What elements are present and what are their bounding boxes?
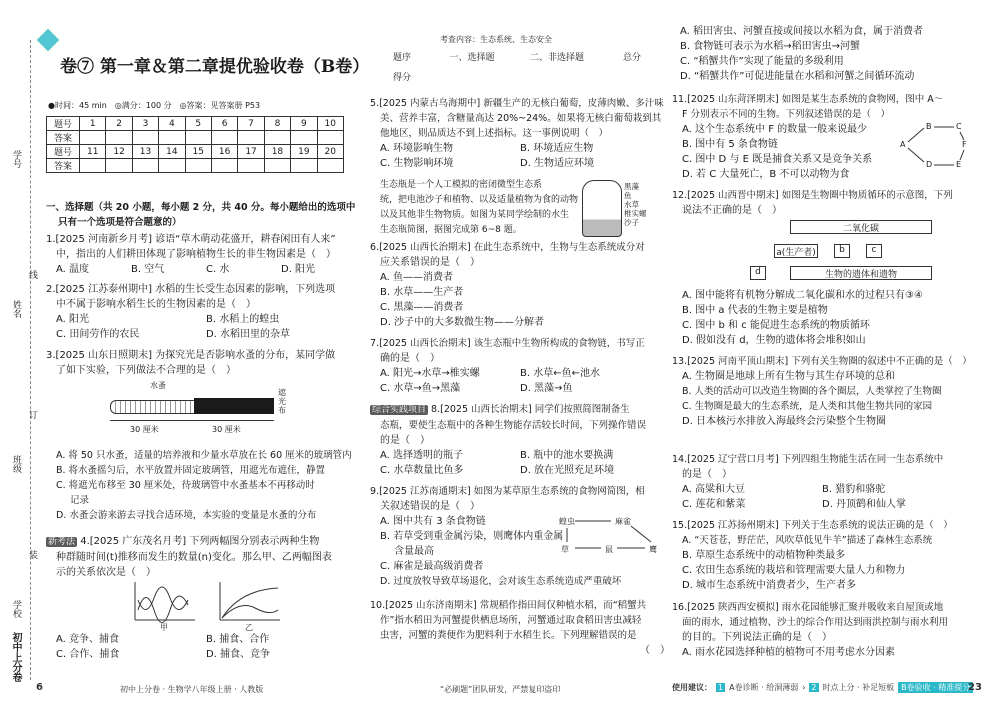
grid-label: 答案 — [47, 159, 80, 173]
question-1: 1.[2025 河南新乡月考] 谚语“草木萌动花盛开，耕春闲田有人来” 中，指出的人们耕田体现了影响植物生长的非生物因素是（ ） A. 温度 B. 空气 C. 水 D. 阳光 — [46, 232, 356, 277]
paper-number: 卷⑦ — [60, 57, 94, 77]
option[interactable]: B. 水草——生产者 — [380, 287, 464, 298]
option[interactable]: C. 生物圈是最大的生态系统，是人类和其他生物共同的家园 — [682, 401, 933, 412]
option[interactable]: B. 猎豹和骆驼 — [822, 484, 886, 495]
class-label: 班级 — [11, 455, 21, 473]
option[interactable]: C. 水草数量比鱼多 — [380, 465, 464, 476]
grid-label: 题号 — [47, 145, 80, 159]
page-number-left: 6 — [36, 682, 43, 693]
option[interactable]: A. “天苍苍，野茫茫，风吹草低见牛羊”描述了森林生态系统 — [682, 535, 933, 546]
question-14: 14.[2025 辽宁营口月考] 下列四组生物能生活在同一生态系统中 的是（ ） A. 高粱和大豆 B. 猎豹和骆驼 C. 莲花和紫菜 D. 丹顶鹤和仙人掌 — [672, 454, 944, 510]
answer-cell[interactable] — [80, 131, 106, 145]
food-web-diagram-11: A B C D E F — [900, 122, 967, 169]
cut-line-label: 装 — [27, 550, 37, 559]
question-5: 5.[2025 内蒙古乌海期中] 新疆生产的无核白葡萄，皮薄肉嫩、多汁味 美、营养丰富，含糖量高达 20%~24%。如果将无核白葡萄栽到其 他地区，则品质达不到上述指标。这一事例说明（ ） A. 环境影响生物 B. 环境适应生物 C. 生物影响环境 D. 生物适应环境 — [370, 98, 664, 169]
answer-grid: 题号 1 2 3 4 5 6 7 8 9 10 答案 题号 11 12 13 14 15 16 17 18 19 20 答案 — [46, 116, 344, 173]
question-9: 9.[2025 江苏南通期末] 如图为某草原生态系统的食物网简图，相 关叙述错误的是（ ） A. 图中共有 3 条食物链 B. 若草受到重金属污染，则鹰体内重金属 含量最高 C. 麻雀是最高级消费者 D. 过度放牧导致草场退化，会对该生态系统造成严重破坏 — [370, 484, 670, 589]
question-13: 13.[2025 河南平顶山期末] 下列有关生物圈的叙述中不正确的是（ ） A. 生物圈是地球上所有生物与其生存环境的总和 B. 人类的活动可以改造生物圈的各个圈层，人类掌控了生物圈 C. 生物圈是最大的生态系统，是人类和其他生物共同的家园 D. 日本核污水排放入海最终会污染整个生物圈 — [672, 354, 982, 429]
length-label: 30 厘米 — [212, 425, 241, 434]
question-10-options — [680, 24, 980, 84]
option[interactable]: D. 生物适应环境 — [520, 158, 595, 169]
option[interactable]: B. 捕食、合作 — [206, 634, 270, 645]
binding-margin — [0, 0, 40, 708]
page-number-right: 23 — [968, 682, 982, 693]
b-box: b — [834, 244, 850, 258]
score-table: 题序 一、选择题 二、非选择题 总分 得分 — [392, 52, 641, 83]
carbon-cycle-diagram — [740, 218, 940, 284]
question-3-options: A. 将 50 只水蚤，适量的培养液和少量水草放在长 60 厘米的玻璃管内 B. 将水蚤摇匀后，水平放置并固定玻璃管，用遮光布遮住，静置 C. 将遮光布移至 30 厘米处，待玻璃管中水蚤基本不再移动时 记录 D. 水蚤会游来游去寻找合适环境，本实验的变量是水蚤的分布 — [56, 448, 356, 523]
cover-label: 遮光布 — [278, 388, 286, 415]
footer-center: “必刷题”团队研发，严禁复印盗印 — [440, 685, 561, 694]
option[interactable]: B. 食物链可表示为水稻→稻田害虫→河蟹 — [680, 41, 860, 52]
option[interactable]: D. 阳光 — [281, 264, 316, 275]
option[interactable]: C. 将遮光布移至 30 厘米处，待玻璃管中水蚤基本不再移动时 — [56, 480, 315, 491]
question-8: 综合实践项目 8.[2025 山西长治期末] 同学们按照简图制备生 态瓶，要使生态瓶中的各种生物能存活较长时间，下列操作错误 的是（ ） A. 选择透明的瓶子 B. 瓶中的池水要换满 C. 水草数量比鱼多 D. 放在光照充足环境 — [372, 404, 647, 476]
option[interactable]: D. 捕食、竞争 — [206, 649, 271, 660]
option[interactable]: A. 环境影响生物 — [380, 143, 454, 154]
exam-info: ●时间：45 min ◎满分：100 分 ◎答案：见答案册 P53 — [48, 101, 261, 110]
option[interactable]: A. 高粱和大豆 — [682, 484, 746, 495]
option[interactable]: D. 放在光照充足环境 — [520, 465, 615, 476]
length-label: 30 厘米 — [130, 425, 159, 434]
option[interactable]: A. 竞争、捕食 — [56, 634, 120, 645]
new-method-badge: 新考法 — [48, 537, 76, 547]
option[interactable]: B. 图中有 5 条食物链 — [682, 139, 778, 150]
c-box: c — [866, 244, 882, 258]
option[interactable]: C. 生物影响环境 — [380, 158, 454, 169]
option[interactable]: C. 图中 D 与 E 既是捕食关系又是竞争关系 — [682, 154, 873, 165]
question-10: 10.[2025 山东济南期末] 常规稻作指田间仅种植水稻，而“稻蟹共 作”指水稻田为河蟹提供栖息场所，河蟹通过取食稻田害虫减轻 虫害，河蟹的粪便作为肥料利于水稻生长。下列理解错误的是 （ ） — [370, 600, 670, 656]
option[interactable]: D. “稻蟹共作”可促进能量在水稻和河蟹之间循环流动 — [680, 71, 915, 82]
option[interactable]: B. 将水蚤摇匀后，水平放置并固定玻璃管，用遮光布遮住，静置 — [56, 465, 326, 476]
option[interactable]: B. 水草←鱼←池水 — [520, 368, 600, 379]
question-12-options — [682, 288, 982, 348]
question-11: 11.[2025 山东菏泽期末] 如图是某生态系统的食物网，图中 A～ F 分别表示不同的生物。下列叙述错误的是（ ） A. 这个生态系统中 F 的数量一般来说最少 B. 图中有 5 条食物链 C. 图中 D 与 E 既是捕食关系又是竞争关系 D. 若 C 大量死亡，B 不可以动物为食 — [672, 92, 982, 182]
practice-badge: 综合实践项目 — [372, 405, 427, 415]
option[interactable]: D. 沙子中的大多数微生物——分解者 — [380, 317, 545, 328]
footer-usage: 使用建议： 1 A卷诊断 · 给洞薄弱 › 2 时点上分 · 补足短板 B卷验收 · 精准提分 — [672, 682, 973, 693]
option[interactable]: A. 阳光 — [56, 314, 90, 325]
option[interactable]: C. 农田生态系统的栽培和管理需要大量人力和物力 — [682, 565, 906, 576]
option[interactable]: A. 选择透明的瓶子 — [380, 450, 464, 461]
option[interactable]: A. 阳光→水草→椎实螺 — [380, 368, 480, 379]
grid-label: 题号 — [47, 117, 80, 131]
option[interactable]: C. 合作、捕食 — [56, 649, 120, 660]
food-web-diagram: 蝗虫 麻雀 草 鼠 鹰 — [559, 517, 657, 554]
section-heading: 一、选择题（共 20 小题，每小题 2 分，共 40 分。每小题给出的选项中 只有一个选项是符合题意的） — [46, 202, 356, 228]
cut-line-label: 订 — [27, 410, 37, 419]
option[interactable]: C. 黑藻——消费者 — [380, 302, 464, 313]
question-15: 15.[2025 江苏扬州期末] 下列关于生态系统的说法正确的是（ ） A. “天苍苍，野茫茫，风吹草低见牛羊”描述了森林生态系统 B. 草原生态系统中的动植物种类最多 C. 农田生态系统的栽培和管理需要大量人力和物力 D. 城市生态系统中消费者少，生产者多 — [672, 518, 982, 593]
page-title — [60, 52, 369, 77]
population-graphs — [130, 580, 290, 630]
brand-logo: 初中上分卷 — [10, 632, 21, 682]
option[interactable]: C. “稻蟹共作”实现了能量的多级利用 — [680, 56, 844, 67]
footer-left: 初中上分卷 · 生物学八年级上册 · 人教版 — [120, 685, 264, 694]
option[interactable]: D. 若 C 大量死亡，B 不可以动物为食 — [682, 169, 850, 180]
option[interactable]: A. 温度 — [56, 264, 90, 275]
option[interactable]: D. 水蚤会游来游去寻找合适环境，本实验的变量是水蚤的分布 — [56, 510, 317, 521]
option[interactable]: A. 稻田害虫、河蟹直接或间接以水稻为食，属于消费者 — [680, 26, 924, 37]
option[interactable]: B. 人类的活动可以改造生物圈的各个圈层，人类掌控了生物圈 — [682, 386, 942, 397]
remains-box: 生物的遗体和遗物 — [790, 266, 932, 280]
option[interactable]: B. 若草受到重金属污染，则鹰体内重金属 — [380, 531, 564, 542]
exam-points: 考查内容：生态系统、生态安全 — [440, 35, 552, 44]
tube-diagram — [100, 378, 300, 448]
flea-label: 水蚤 — [150, 381, 166, 390]
option[interactable]: B. 环境适应生物 — [520, 143, 594, 154]
option[interactable]: D. 丹顶鹤和仙人掌 — [822, 499, 907, 510]
option[interactable]: A. 生物圈是地球上所有生物与其生存环境的总和 — [682, 371, 896, 382]
paper-title: 第一章＆第二章提优验收卷（B卷） — [99, 57, 370, 77]
option[interactable]: C. 田间劳作的农民 — [56, 329, 140, 340]
option[interactable]: A. 将 50 只水蚤，适量的培养液和少量水草放在长 60 厘米的玻璃管内 — [56, 450, 352, 461]
cover-cloth — [194, 398, 274, 414]
graph-label-yi: 乙 — [245, 623, 253, 632]
arrow-icon: › — [802, 683, 806, 692]
option[interactable]: B. 草原生态系统中的动植物种类最多 — [682, 550, 846, 561]
option[interactable]: D. 黑藻→鱼 — [520, 383, 573, 394]
option[interactable]: B. 图中 a 代表的生物主要是植物 — [682, 305, 828, 316]
graph-label-jia: 甲 — [160, 623, 168, 632]
option[interactable]: A. 雨水花园选择种植的植物可不用考虑水分因素 — [682, 647, 896, 658]
option[interactable]: C. 莲花和紫菜 — [682, 499, 746, 510]
option[interactable]: A. 鱼——消费者 — [380, 272, 454, 283]
question-2: 2.[2025 江苏泰州期中] 水稻的生长受生态因素的影响，下列选项 中不属于影响水稻生长的生物因素的是（ ） A. 阳光 B. 水稻上的蝗虫 C. 田间劳作的农民 D. 水稻田里的杂草 — [46, 284, 336, 340]
option[interactable]: C. 麻雀是最高级消费者 — [380, 561, 484, 572]
question-7: 7.[2025 山西长治期末] 该生态瓶中生物所构成的食物链，书写正 确的是（ ） A. 阳光→水草→椎实螺 B. 水草←鱼←池水 C. 水草→鱼→黑藻 D. 黑藻→鱼 — [370, 338, 645, 394]
question-16: 16.[2025 陕西西安模拟] 雨水花园能够汇聚并吸收来自屋顶或地 面的雨水，通过植物、沙土的综合作用达到雨洪控制与雨水利用 的目的。下列说法正确的是（ ） A. 雨水花园选择种植的植物可不用考虑水分因素 — [672, 600, 982, 660]
school-label: 学校 — [11, 600, 21, 618]
option[interactable]: D. 日本核污水排放入海最终会污染整个生物圈 — [682, 416, 887, 427]
glass-tube — [110, 400, 196, 414]
option[interactable]: B. 空气 — [131, 264, 165, 275]
option[interactable]: D. 过度放牧导致草场退化，会对该生态系统造成严重破坏 — [380, 576, 622, 587]
student-number-label: 学号 — [11, 150, 21, 168]
option[interactable]: C. 水 — [206, 264, 230, 275]
name-label: 姓名 — [11, 300, 21, 318]
option[interactable]: A. 图中能将有机物分解成二氧化碳和水的过程只有③④ — [682, 290, 923, 301]
cut-line-label: 线 — [27, 270, 37, 279]
ecobottle-diagram — [582, 180, 622, 237]
option[interactable]: D. 水稻田里的杂草 — [206, 329, 291, 340]
option[interactable]: C. 图中 b 和 c 能促进生态系统的物质循环 — [682, 320, 870, 331]
question-12: 12.[2025 山西晋中期末] 如图是生物圈中物质循环的示意图，下列 说法不正确的是（ ） — [672, 190, 953, 216]
option[interactable]: C. 水草→鱼→黑藻 — [380, 383, 461, 394]
question-4-options — [56, 632, 356, 662]
option[interactable]: A. 图中共有 3 条食物链 — [380, 516, 486, 527]
option[interactable]: B. 瓶中的池水要换满 — [520, 450, 614, 461]
option[interactable]: D. 假如没有 d，生物的遗体将会堆积如山 — [682, 335, 866, 346]
option[interactable]: A. 这个生态系统中 F 的数量一般来说最少 — [682, 124, 868, 135]
producer-box: a(生产者) — [774, 244, 818, 258]
d-box: d — [750, 266, 766, 280]
ecobottle-labels: 黑藻 鱼 水草 椎实螺 沙子 — [624, 182, 647, 227]
grid-label: 答案 — [47, 131, 80, 145]
co2-box: 二氧化碳 — [790, 220, 932, 234]
option[interactable]: B. 水稻上的蝗虫 — [206, 314, 280, 325]
ecobottle-intro: 生态瓶是一个人工模拟的密闭微型生态系 统，把电池沙子和植物、以及适量植物为食的动物 以及其他非生物物质。如图为某同学绘制的水生 生态瓶简图，据图完成第 6~8 题。 — [380, 180, 579, 235]
question-6: 6.[2025 山西长治期末] 在此生态系统中，生物与生态系统成分对 应关系错误的是（ ） A. 鱼——消费者 B. 水草——生产者 C. 黑藻——消费者 D. 沙子中的大多数微生物——分解者 — [370, 240, 670, 330]
option[interactable]: D. 城市生态系统中消费者少，生产者多 — [682, 580, 857, 591]
corner-decoration — [37, 29, 60, 52]
question-4: 新考法 4.[2025 广东茂名月考] 下列两幅图分别表示两种生物 种群随时间(t)推移而发生的数量(n)变化。那么甲、乙两幅图表 示的关系依次是（ ） — [48, 536, 332, 578]
question-3: 3.[2025 山东日照期末] 为探究光是否影响水蚤的分布，某同学做 了如下实验，下列做法不合理的是（ ） — [46, 350, 336, 376]
